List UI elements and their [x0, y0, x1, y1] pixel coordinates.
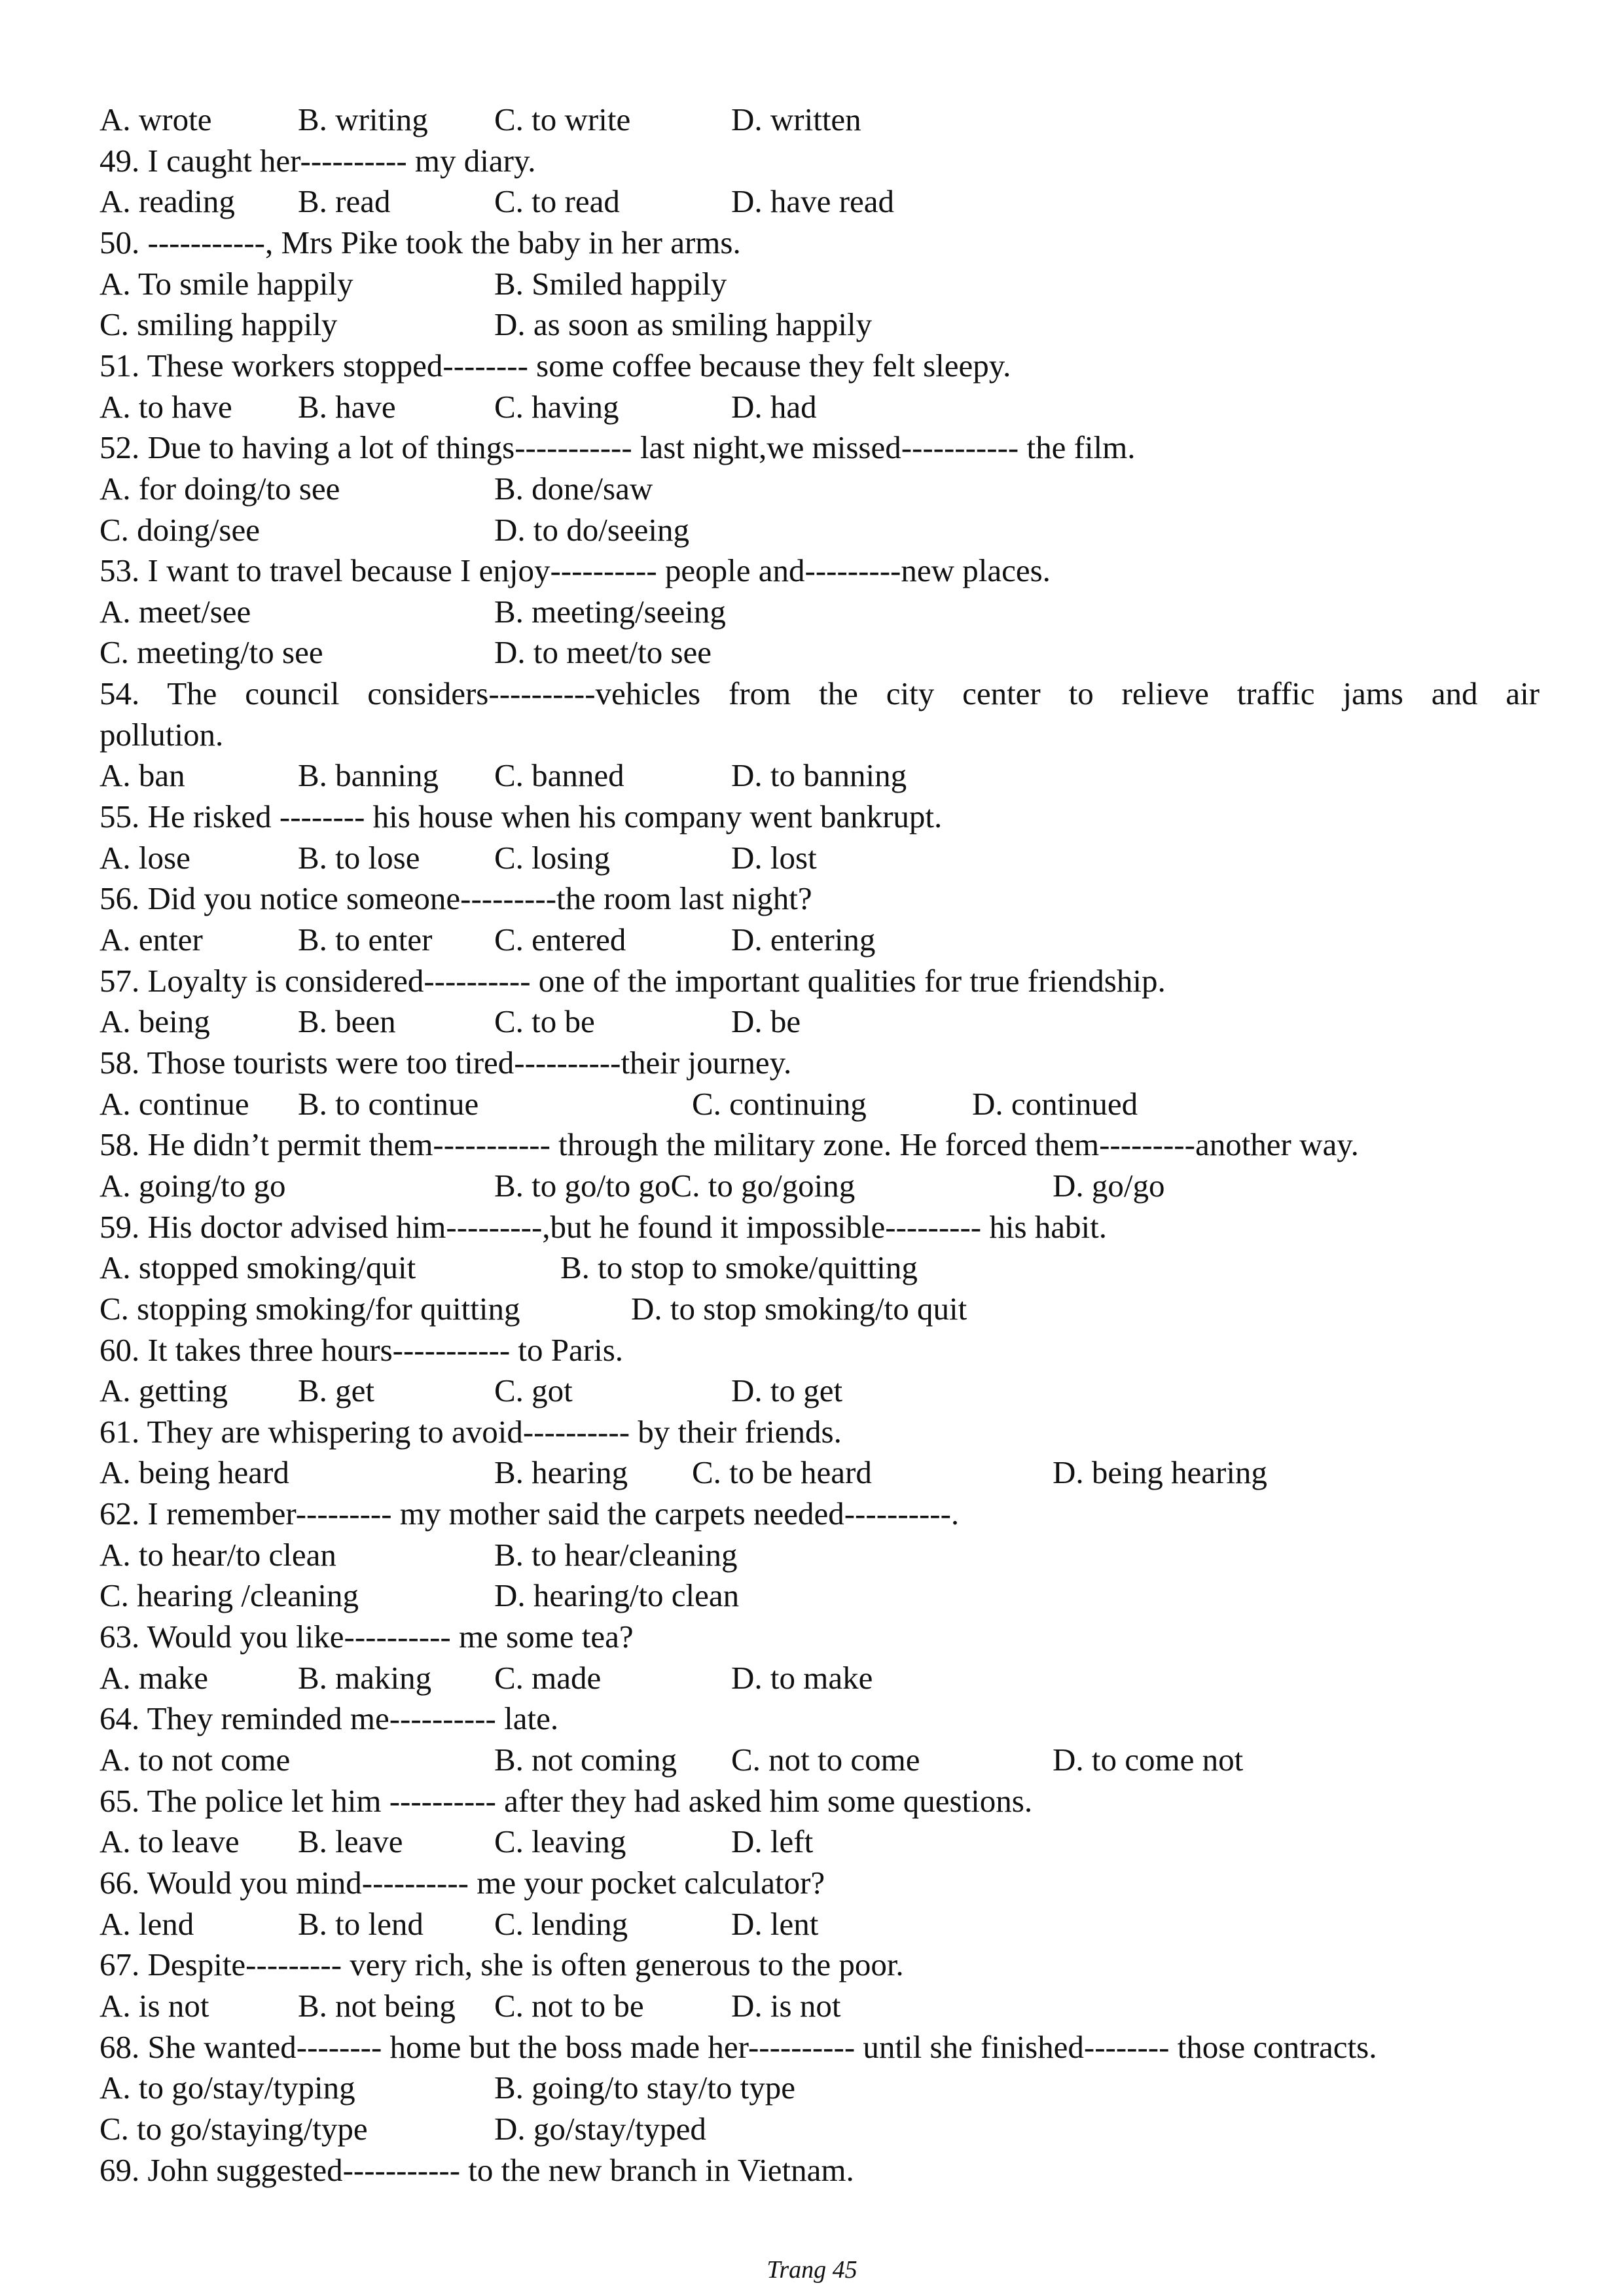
question-text: 58. He didn’t permit them----------- through the military zone. He forced them---------another way.: [99, 1126, 1359, 1163]
answer-options: [99, 1575, 1540, 1616]
question-text: 60. It takes three hours----------- to Paris.: [99, 1331, 624, 1368]
answer-option: D. had: [731, 388, 817, 425]
answer-option: A. for doing/to see: [99, 470, 340, 507]
answer-option: A. being heard: [99, 1454, 289, 1491]
answer-option: B. to continue: [298, 1085, 479, 1122]
answer-option: A. to have: [99, 388, 232, 425]
answer-option: A. is not: [99, 1987, 209, 2024]
answer-options: [99, 99, 1540, 140]
answer-option: D. being hearing: [1053, 1454, 1267, 1491]
answer-options: [99, 469, 1540, 509]
question-text: pollution.: [99, 716, 224, 753]
answer-options: [99, 181, 1540, 222]
question-text: 69. John suggested----------- to the new branch in Vietnam.: [99, 2151, 854, 2188]
answer-option: D. to make: [731, 1659, 873, 1696]
answer-option: A. to hear/to clean: [99, 1536, 336, 1573]
answer-option: C. banned: [494, 757, 624, 794]
answer-options: [99, 1904, 1540, 1945]
answer-options: [99, 1289, 1540, 1329]
answer-options: [99, 1166, 1540, 1206]
answer-option: B. leave: [298, 1823, 403, 1860]
answer-option: B. done/saw: [494, 470, 653, 507]
answer-options: [99, 1001, 1540, 1042]
question-text: 57. Loyalty is considered---------- one of the important qualities for true friendship.: [99, 962, 1166, 999]
answer-option: B. to lend: [298, 1905, 424, 1942]
answer-option: B. going/to stay/to type: [494, 2070, 796, 2106]
answer-option: A. ban: [99, 757, 185, 794]
answer-options: [99, 1535, 1540, 1575]
question-text: 63. Would you like---------- me some tea?: [99, 1619, 634, 1655]
answer-option: D. to stop smoking/to quit: [631, 1290, 967, 1327]
answer-option: D. is not: [731, 1987, 841, 2024]
answer-options: [99, 920, 1540, 960]
answer-option: B. meeting/seeing: [494, 593, 726, 630]
page-footer: Trang 45: [767, 2256, 857, 2284]
answer-options: [99, 632, 1540, 673]
answer-option: D. have read: [731, 183, 894, 220]
answer-option: C. meeting/to see: [99, 634, 323, 671]
question-text: 50. -----------, Mrs Pike took the baby in her arms.: [99, 224, 741, 260]
question-text: 68. She wanted-------- home but the boss made her---------- until she finished-------- those contracts.: [99, 2028, 1377, 2065]
answer-option: B. not coming: [494, 1742, 677, 1778]
answer-option: A. enter: [99, 922, 203, 958]
answer-option: C. to be: [494, 1003, 595, 1040]
answer-option: C. to read: [494, 183, 620, 220]
answer-option: B. hearing: [494, 1454, 628, 1491]
answer-option: C. got: [494, 1372, 573, 1409]
answer-option: B. making: [298, 1659, 432, 1696]
answer-option: D. to meet/to see: [494, 634, 712, 671]
answer-options: [99, 755, 1540, 796]
answer-option: C. smiling happily: [99, 306, 338, 343]
answer-options: [99, 2109, 1540, 2149]
answer-options: [99, 2068, 1540, 2108]
answer-option: B. writing: [298, 101, 428, 137]
answer-option: D. lost: [731, 839, 817, 876]
answer-option: D. left: [731, 1823, 814, 1860]
answer-options: [99, 1452, 1540, 1493]
answer-option: D. to come not: [1053, 1742, 1244, 1778]
answer-options: [99, 264, 1540, 304]
answer-option: A. lend: [99, 1905, 194, 1942]
answer-option: B. not being: [298, 1987, 456, 2024]
answer-option: D. go/stay/typed: [494, 2110, 706, 2147]
question-text: 65. The police let him ---------- after they had asked him some questions.: [99, 1782, 1033, 1819]
answer-options: [99, 304, 1540, 345]
answer-option: A. make: [99, 1659, 208, 1696]
answer-option: B. to go/to goC. to go/going: [494, 1167, 856, 1204]
question-text: 53. I want to travel because I enjoy---------- people and---------new places.: [99, 552, 1051, 589]
answer-option: C. losing: [494, 839, 610, 876]
answer-option: C. doing/see: [99, 511, 260, 548]
question-text: 59. His doctor advised him---------,but he found it impossible--------- his habit.: [99, 1208, 1108, 1245]
answer-option: A. stopped smoking/quit: [99, 1249, 416, 1286]
answer-options: [99, 510, 1540, 550]
answer-option: C. to be heard: [692, 1454, 872, 1491]
answer-option: D. be: [731, 1003, 801, 1040]
answer-option: B. been: [298, 1003, 396, 1040]
answer-options: [99, 1084, 1540, 1124]
answer-option: D. as soon as smiling happily: [494, 306, 873, 343]
answer-option: A. getting: [99, 1372, 228, 1409]
question-text: 49. I caught her---------- my diary.: [99, 142, 536, 179]
answer-option: A. reading: [99, 183, 235, 220]
answer-option: D. to banning: [731, 757, 907, 794]
answer-option: A. meet/see: [99, 593, 251, 630]
answer-option: B. to stop to smoke/quitting: [560, 1249, 918, 1286]
answer-option: C. continuing: [692, 1085, 867, 1122]
answer-option: B. to lose: [298, 839, 420, 876]
answer-option: D. to do/seeing: [494, 511, 690, 548]
answer-option: D. entering: [731, 922, 876, 958]
question-text: 58. Those tourists were too tired----------their journey.: [99, 1044, 792, 1081]
answer-option: D. go/go: [1053, 1167, 1165, 1204]
answer-option: A. going/to go: [99, 1167, 286, 1204]
answer-option: C. having: [494, 388, 619, 425]
answer-option: B. to hear/cleaning: [494, 1536, 738, 1573]
answer-options: [99, 1821, 1540, 1862]
answer-option: A. lose: [99, 839, 190, 876]
question-text: 66. Would you mind---------- me your pocket calculator?: [99, 1864, 825, 1901]
answer-options: [99, 592, 1540, 632]
answer-option: C. to go/staying/type: [99, 2110, 368, 2147]
answer-options: [99, 1740, 1540, 1780]
question-text: 51. These workers stopped-------- some coffee because they felt sleepy.: [99, 347, 1011, 384]
answer-option: D. continued: [972, 1085, 1138, 1122]
answer-option: D. to get: [731, 1372, 843, 1409]
answer-option: D. hearing/to clean: [494, 1577, 740, 1614]
answer-options: [99, 387, 1540, 427]
question-text: 61. They are whispering to avoid---------- by their friends.: [99, 1413, 842, 1450]
answer-option: B. banning: [298, 757, 439, 794]
answer-option: C. hearing /cleaning: [99, 1577, 359, 1614]
answer-option: C. stopping smoking/for quitting: [99, 1290, 520, 1327]
question-text: 52. Due to having a lot of things----------- last night,we missed----------- the film.: [99, 429, 1136, 466]
answer-option: B. have: [298, 388, 396, 425]
answer-option: D. lent: [731, 1905, 819, 1942]
answer-option: A. to not come: [99, 1742, 291, 1778]
answer-option: A. to go/stay/typing: [99, 2070, 355, 2106]
answer-option: A. to leave: [99, 1823, 240, 1860]
answer-option: A. To smile happily: [99, 265, 353, 302]
answer-option: B. to enter: [298, 922, 433, 958]
answer-option: B. read: [298, 183, 391, 220]
question-text: 56. Did you notice someone---------the room last night?: [99, 880, 812, 917]
answer-option: D. written: [731, 101, 861, 137]
question-text: 62. I remember--------- my mother said the carpets needed----------.: [99, 1496, 960, 1532]
answer-option: C. not to come: [731, 1742, 920, 1778]
question-text: 54. The council considers----------vehicles from the city center to relieve traffic jams and air: [99, 675, 1540, 712]
answer-options: [99, 1986, 1540, 2026]
question-text: 55. He risked -------- his house when his company went bankrupt.: [99, 798, 943, 835]
answer-options: [99, 838, 1540, 878]
answer-option: C. lending: [494, 1905, 628, 1942]
answer-option: C. leaving: [494, 1823, 626, 1860]
answer-option: A. wrote: [99, 101, 212, 137]
answer-options: [99, 1658, 1540, 1698]
question-text: 67. Despite--------- very rich, she is often generous to the poor.: [99, 1946, 904, 1983]
answer-option: A. continue: [99, 1085, 249, 1122]
answer-option: B. Smiled happily: [494, 265, 727, 302]
answer-options: [99, 1247, 1540, 1288]
answer-option: C. not to be: [494, 1987, 644, 2024]
question-text: 64. They reminded me---------- late.: [99, 1700, 559, 1737]
answer-options: [99, 1371, 1540, 1411]
answer-option: A. being: [99, 1003, 210, 1040]
answer-option: B. get: [298, 1372, 375, 1409]
answer-option: C. to write: [494, 101, 631, 137]
answer-option: C. made: [494, 1659, 602, 1696]
answer-option: C. entered: [494, 922, 626, 958]
